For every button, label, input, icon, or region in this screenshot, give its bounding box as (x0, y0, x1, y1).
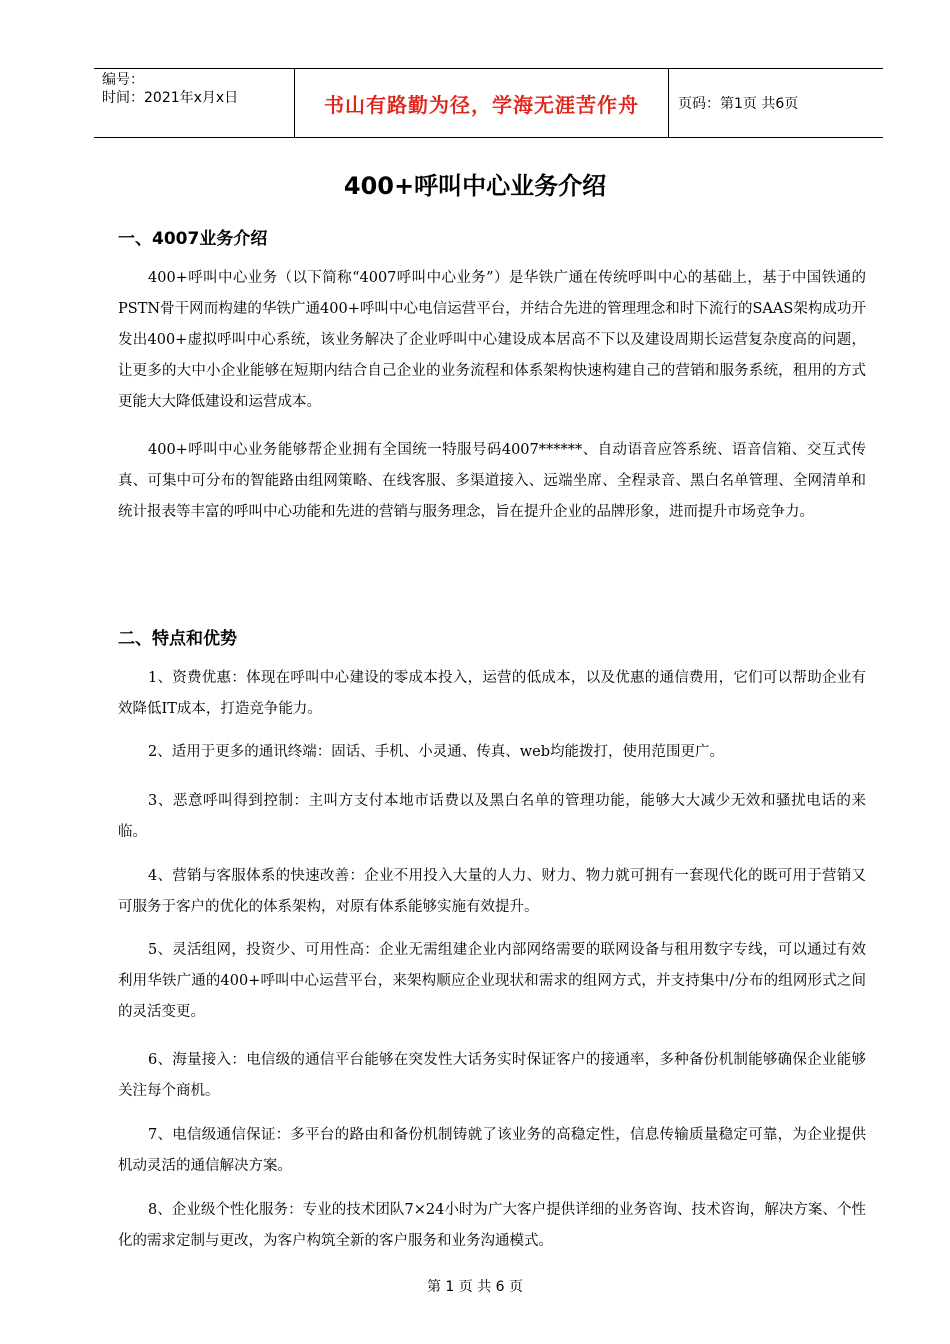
header-meta-cell (94, 69, 294, 137)
page-title: 400+呼叫中心业务介绍 (343, 172, 607, 200)
feature-item: 6、海量接入：电信级的通信平台能够在突发性大话务实时保证客户的接通率，多种备份机制能够确保企业能够关注每个商机。 (118, 1052, 866, 1099)
footer-total-pages: 6 (495, 1279, 505, 1295)
page-footer (0, 1276, 950, 1296)
footer-middle: 页 共 (458, 1279, 492, 1295)
feature-item: 8、企业级个性化服务：专业的技术团队7×24小时为广大客户提供详细的业务咨询、技术咨询，解决方案、个性化的需求定制与更改，为客户构筑全新的客户服务和业务沟通模式。 (118, 1202, 866, 1249)
header-motto: 书山有路勤为径，学海无涯苦作舟 (294, 69, 669, 137)
section1-heading: 一、4007业务介绍 (118, 229, 268, 249)
feature-item: 4、营销与客服体系的快速改善：企业不用投入大量的人力、财力、物力就可拥有一套现代化的既可用于营销又可服务于客户的优化的体系架构，对原有体系能够实施有效提升。 (118, 868, 866, 915)
feature-item: 1、资费优惠：体现在呼叫中心建设的零成本投入，运营的低成本，以及优惠的通信费用，它们可以帮助企业有效降低IT成本，打造竞争能力。 (118, 670, 866, 717)
feature-item: 3、恶意呼叫得到控制：主叫方支付本地市话费以及黑白名单的管理功能，能够大大减少无效和骚扰电话的来临。 (118, 793, 866, 840)
feature-item: 7、电信级通信保证：多平台的路由和备份机制铸就了该业务的高稳定性，信息传输质量稳定可靠，为企业提供机动灵活的通信解决方案。 (118, 1127, 866, 1174)
document-header-table (94, 68, 883, 138)
section1-paragraph: 400+呼叫中心业务（以下简称“4007呼叫中心业务”）是华铁广通在传统呼叫中心的基础上，基于中国铁通的PSTN骨干网而构建的华铁广通400+呼叫中心电信运营平台，并结合先进的管理理念和时下流行的SAAS架构成功开发出400+虚拟呼叫中心系统，该业务解决了企业呼叫中心建设成本居高不下以及建设周期长运营复杂度高的问题，让更多的大中小企业能够在短期内结合自己企业的业务流程和体系架构快速构建自己的营销和服务系统，租用的方式更能大大降低建设和运营成本。 (118, 270, 866, 410)
feature-item: 5、灵活组网，投资少、可用性高：企业无需组建企业内部网络需要的联网设备与租用数字专线，可以通过有效利用华铁广通的400+呼叫中心运营平台，来架构顺应企业现状和需求的组网方式，并支持集中/分布的组网形式之间的灵活变更。 (118, 942, 866, 1020)
feature-item: 2、适用于更多的通讯终端：固话、手机、小灵通、传真、web均能拨打，使用范围更广。 (148, 744, 724, 760)
footer-suffix: 页 (509, 1279, 524, 1295)
section1-paragraph: 400+呼叫中心业务能够帮企业拥有全国统一特服号码4007******、自动语音应答系统、语音信箱、交互式传真、可集中可分布的智能路由组网策略、在线客服、多渠道接入、远端坐席、全程录音、黑白名单管理、全网清单和统计报表等丰富的呼叫中心功能和先进的营销与服务理念，旨在提升企业的品牌形象，进而提升市场竞争力。 (118, 442, 866, 520)
footer-prefix: 第 (426, 1279, 441, 1295)
header-page-info: 页码：第1页 共6页 (678, 96, 799, 112)
doc-number-label: 编号： (102, 72, 144, 88)
time-label: 时间：2021年x月x日 (102, 90, 239, 106)
footer-page-number: 1 (445, 1279, 455, 1295)
section2-heading: 二、特点和优势 (118, 629, 237, 649)
